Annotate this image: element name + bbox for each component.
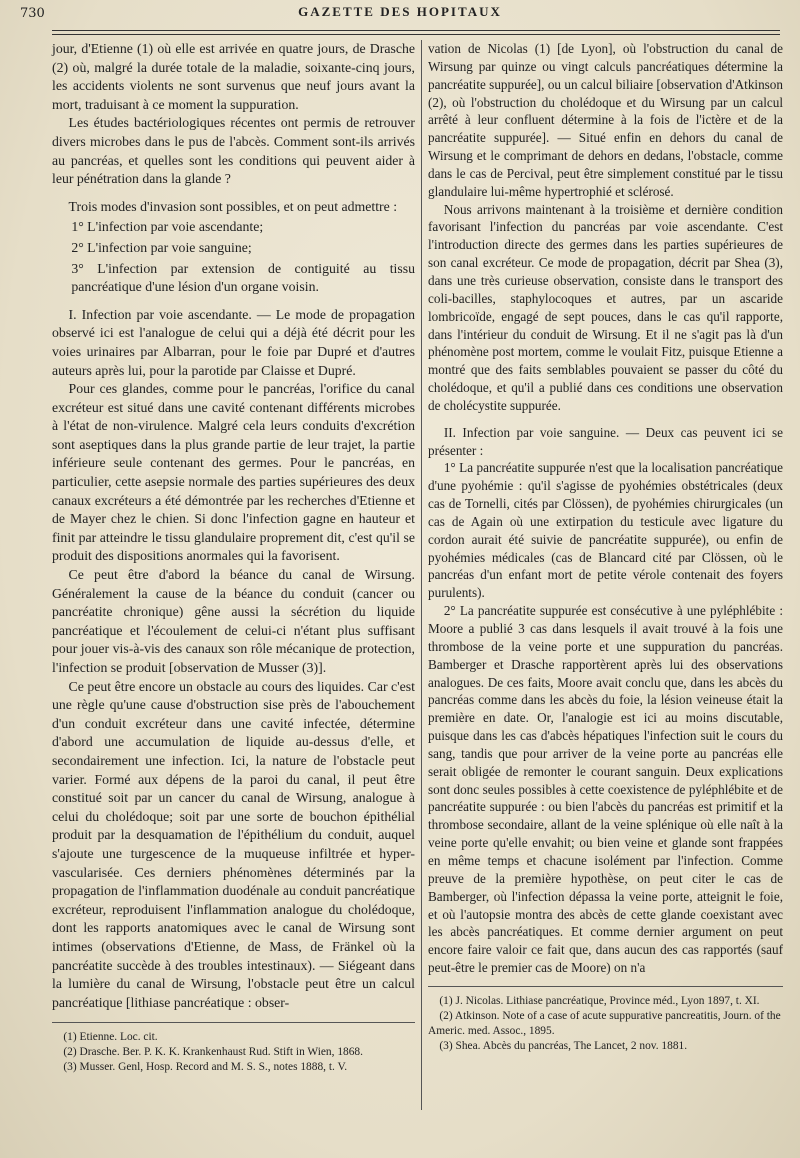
- footnote: (3) Shea. Abcès du pancréas, The Lancet, 2 nov. 1881.: [439, 1040, 688, 1052]
- paragraph: 1° L'infection par voie ascendante;: [71, 219, 264, 235]
- footnote: (3) Musser. Genl, Hosp. Record and M. S. S., notes 1888, t. V.: [63, 1061, 348, 1073]
- paragraph: 2° L'infection par voie sanguine;: [71, 239, 252, 255]
- paragraph: Ce peut être d'abord la béance du canal de Wirsung. Généralement la cause de la béance du conduit (cancer ou pancréatite chronique) gêne aussi la sécrétion du liquide pancréatique et l'écoulement de celui-ci n'étant plus suffisant pour jouer vis-à-vis des canaux son rôle mécanique de protection, l'infection se produit [observation de Musser (3)].: [52, 567, 415, 675]
- paragraph: II. Infection par voie sanguine. — Deux cas peuvent ici se présenter :: [428, 424, 783, 458]
- page-number: 730: [20, 6, 45, 21]
- left-column: [52, 40, 415, 1012]
- paragraph: I. Infection par voie ascendante. — Le mode de propagation observé ici est l'analogue de celui qui a déjà été décrit pour les voies urinaires par Albarran, pour le foie par Dupré et d'autres auteurs après lui, pour la parotide par Claisse et Dupré.: [52, 306, 415, 378]
- left-footnote-rule: [52, 1022, 415, 1023]
- footnote: (1) J. Nicolas. Lithiase pancréatique, Province méd., Lyon 1897, t. XI.: [439, 995, 760, 1007]
- paragraph: vation de Nicolas (1) [de Lyon], où l'obstruction du canal de Wirsung par quinze ou vingt calculs pancréatiques détermine la pancréatite suppurée], ou un calcul biliaire [observation d'Atkinson (2), où l'obstruction du cholédoque et du Wirsung par un calcul arrêté à leur confluent détermine à la fois de l'ictère et de la pancréatite suppurée]. — Situé enfin en dehors du canal de Wirsung et le comprimant de dehors en dedans, l'obstacle, comme dans le cas de Percival, peut être simplement constitué par le tissu glandulaire lui-même hypertrophié et sclérosé.: [428, 41, 783, 199]
- paragraph: 3° L'infection par extension de contiguité au tissu pancréatique d'une lésion d'un organe voisin.: [71, 260, 415, 295]
- paragraph: Trois modes d'invasion sont possibles, et on peut admettre :: [68, 198, 398, 214]
- footnote: (2) Atkinson. Note of a case of acute suppurative pancreatitis, Journ. of the Americ. med. Assoc., 1895.: [428, 1010, 781, 1037]
- paragraph: jour, d'Etienne (1) où elle est arrivée en quatre jours, de Drasche (2) où, malgré la durée totale de la maladie, soixante-cinq jours, les accidents violents ne sont survenus que neuf jours avant la mort, traduisant à ce moment la suppuration.: [52, 41, 415, 112]
- paragraph: 2° La pancréatite suppurée est consécutive à une pyléphlébite : Moore a publié 3 cas dans lesquels il avait trouvé à la fois une thrombose de la veine porte et une suppuration du pancréas. Bamberger et Drasche rapportèrent après lui des observations analogues. De ces faits, Moore avait conclu que, dans les abcès du pancréas comme dans les abcès du foie, la lésion veineuse était la première en date. Or, l'analogie est ici au moins discutable, puisque dans les cas d'abcès hépatiques l'infection suit le cours du sang, tandis que pour arriver de la veine porte au pancréas elle serait obligée de remonter le courant sanguin. Deux explications sont donc seules possibles à cette coexistence de pyléphlébite et de pancréatite suppurée : ou bien l'abcès du pancréas est primitif et la thrombose secondaire, allant de la veine splénique où elle naît à la veine porte qu'elle envahit; ou bien veine et glande sont frappées en même temps et chacune isolément par l'infection. Comme preuve de la première hypothèse, on peut citer le cas de Bamberger, où l'infection dépassa la veine porte, atteignit le foie, et où l'autopsie montra des abcès de cette glande coexistant avec les abcès pancréatiques. Et comme dernier argument on peut encore faire valoir ce fait que, dans aucun des cas rapportés (sauf peut-être le premier cas de Moore) on n'a: [428, 603, 783, 976]
- column-divider: [421, 40, 422, 1110]
- footnote: (2) Drasche. Ber. P. K. K. Krankenhaust Rud. Stift in Wien, 1868.: [63, 1046, 363, 1058]
- right-footnotes: [428, 994, 783, 1054]
- right-footnote-rule: [428, 986, 783, 987]
- journal-title: GAZETTE DES HOPITAUX: [298, 4, 502, 19]
- paragraph: Les études bactériologiques récentes ont permis de retrouver divers microbes dans le pus de l'abcès. Comment sont-ils arrivés au pancréas, et quelles sont les conditions qui peuvent aider à leur pénétration dans la glande ?: [52, 115, 415, 187]
- paragraph: Ce peut être encore un obstacle au cours des liquides. Car c'est une règle qu'une cause d'obstruction sise près de l'abouchement d'un conduit excréteur dans une cavité infectée, détermine d'abord une accumulation de liquide au-dessus d'elle, et secondairement une infection. Ici, la nature de l'obstacle peut varier. Formé aux dépens de la paroi du canal, il peut être constitué soit par un cancer du canal de Wirsung, analogue à celui du cholédoque; soit par une sorte de bouchon épithélial produit par la desquamation de l'épithélium du conduit, auquel s'ajoute une turgescence de la muqueuse infiltrée et hyper-vascularisée. Ces derniers phénomènes déterminés par la propagation de l'inflammation duodénale au conduit pancréatique excréteur, reproduisent l'inflammation analogue du cholédoque, dont les rapports anatomiques avec le canal de Wirsung sont intimes (observations d'Etienne, de Mass, de Fränkel où la pancréatite succède à des troubles intestinaux). — Siégeant dans la lumière du canal de Wirsung, l'obstacle peut être un calcul pancréatique [lithiase pancréatique : obser-: [52, 678, 415, 1010]
- right-column: [428, 40, 783, 977]
- footnote: (1) Etienne. Loc. cit.: [63, 1031, 158, 1043]
- paragraph: 1° La pancréatite suppurée n'est que la localisation pancréatique d'une pyohémie : qu'il s'agisse de pyohémies obstétricales (deux cas de Tornelli, cités par Clössen), de pyohémies chirurgicales (un cas de Again où une extirpation du testicule avec ligature du cordon aurait été suivie de pancréatite suppurée), ou enfin de pyohémies médicales (cas de Blancard cité par Clössen, où le pancréas d'un enfant mort de petite vérole contenait des foyers purulents).: [428, 460, 783, 601]
- paragraph: Nous arrivons maintenant à la troisième et dernière condition favorisant l'infection du pancréas par voie ascendante. C'est l'introduction directe des germes dans les parties supérieures de son canal excréteur. Ce mode de propagation, décrit par Shea (3), dans une très curieuse observation, consiste dans le transport des coli-bacilles, staphylocoques et autres, par un ascaride lombricoïde, engagé de sept pouces, dans le cas qu'il rapporte, dans l'intérieur du conduit de Wirsung. Et il ne s'agit pas là d'un phénomène post mortem, comme le voulait Fitz, puisque Etienne a montré que des faits semblables pouvaient se passer du côté du cholédoque, et qu'il a publié dans ces conditions une observation de cholécystite suppurée.: [428, 201, 783, 413]
- paragraph: Pour ces glandes, comme pour le pancréas, l'orifice du canal excréteur est situé dans une cavité contenant différents microbes à l'état de non-virulence. Malgré cela leurs conduits d'excrétion sont aseptiques dans la plus grande partie de leur trajet, la partie inférieure seule contenant des germes. Pour le pancréas, en particulier, cette asepsie normale des parties supérieures des deux canaux excréteurs a été démontrée par les recherches d'Etienne et de Mayer chez le chien. Si donc l'infection gagne en hauteur et finit par atteindre le tissu glandulaire proprement dit, c'est qu'il se produit des dispositions anormales qui la favorisent.: [52, 381, 415, 564]
- header-rule: [52, 30, 780, 35]
- left-footnotes: [52, 1030, 415, 1075]
